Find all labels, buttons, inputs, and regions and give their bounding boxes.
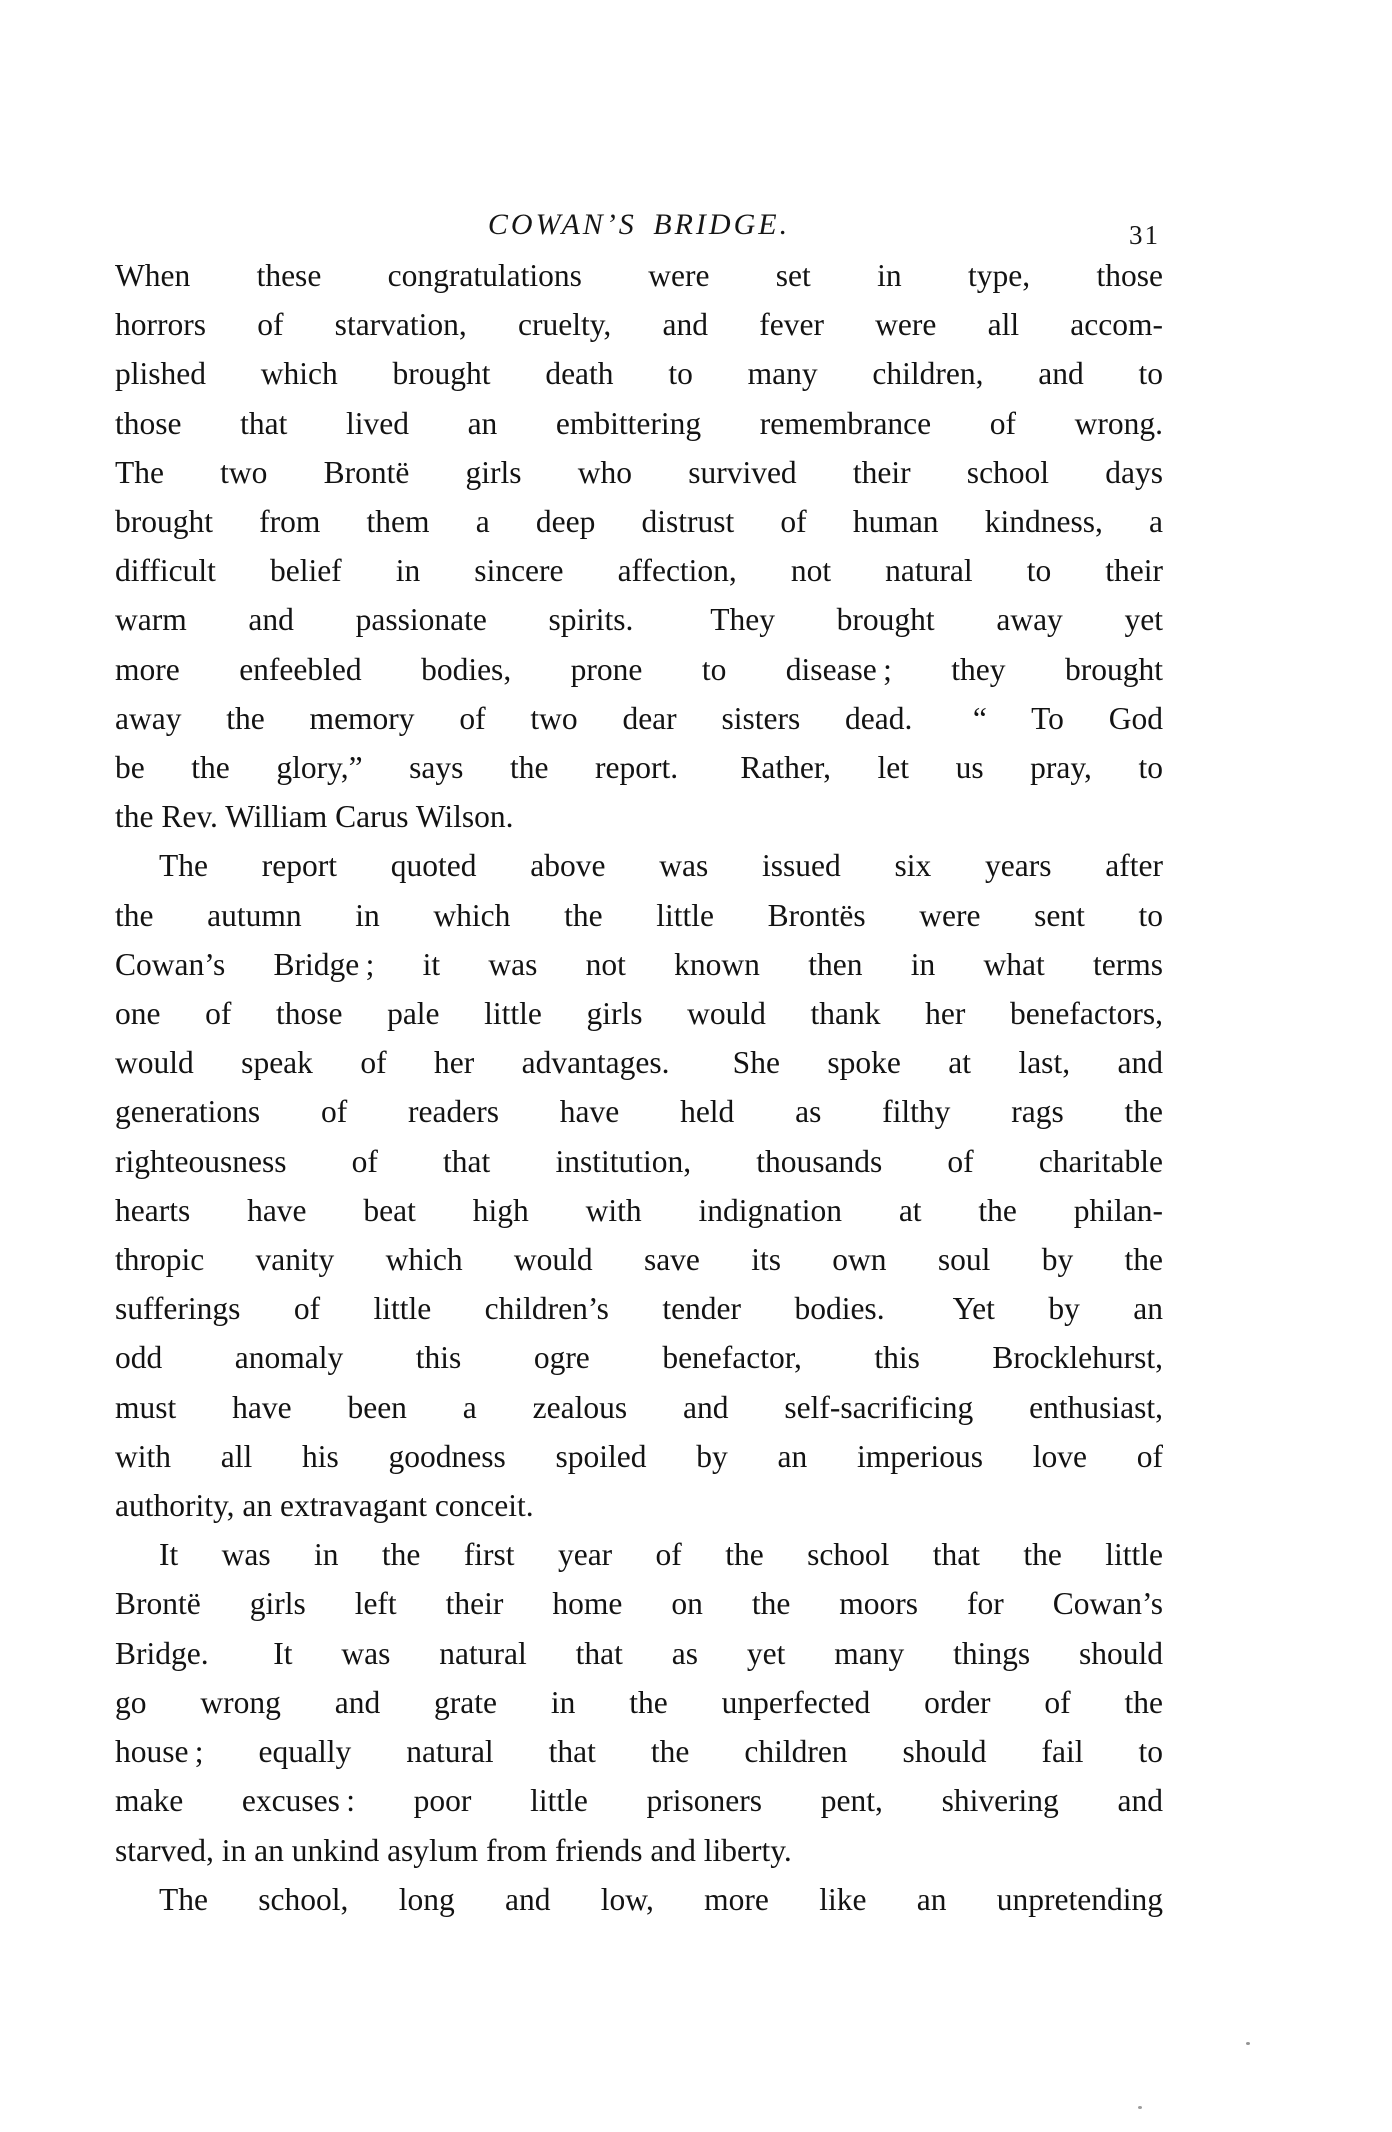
page-number: 31 [1129, 220, 1160, 250]
text-line: When these congratulations were set in type, those [115, 258, 1163, 293]
running-header [115, 208, 1163, 252]
text-line: It was in the first year of the school that the little [159, 1537, 1163, 1573]
text-line: the autumn in which the little Brontës were sent to [115, 897, 1163, 933]
paragraph-2 [115, 841, 1163, 1530]
paragraph-4 [115, 1875, 1163, 1924]
text-line: horrors of starvation, cruelty, and fever were all accom- [115, 307, 1163, 343]
text-line: generations of readers have held as filthy rags the [115, 1094, 1163, 1130]
text-line: be the glory,” says the report. Rather, let us pray, to [115, 750, 1163, 786]
scan-artifact-dot [1138, 2106, 1142, 2109]
text-line: Bridge. It was natural that as yet many things should [115, 1635, 1163, 1671]
text-line: with all his goodness spoiled by an imperious love of [115, 1438, 1163, 1474]
text-line: starved, in an unkind asylum from friends and liberty. [115, 1832, 792, 1868]
text-line: sufferings of little children’s tender bodies. Yet by an [115, 1291, 1163, 1327]
text-line: must have been a zealous and self-sacrificing enthusiast, [115, 1389, 1163, 1425]
page-title: COWAN’S BRIDGE. [487, 208, 791, 241]
text-line: righteousness of that institution, thousands of charitable [115, 1143, 1163, 1179]
text-line: go wrong and grate in the unperfected order of the [115, 1684, 1163, 1720]
paragraph-1 [115, 251, 1163, 841]
paragraph-3 [115, 1530, 1163, 1874]
text-line: Cowan’s Bridge ; it was not known then in what terms [115, 946, 1163, 982]
text-line: authority, an extravagant conceit. [115, 1488, 534, 1524]
text-line: Brontë girls left their home on the moors for Cowan’s [115, 1586, 1163, 1622]
text-line: away the memory of two dear sisters dead. “ To God [115, 700, 1163, 736]
text-line: The report quoted above was issued six years after [159, 848, 1163, 884]
text-line: hearts have beat high with indignation at the philan- [115, 1192, 1163, 1228]
text-line: brought from them a deep distrust of human kindness, a [115, 504, 1163, 540]
text-line: one of those pale little girls would thank her benefactors, [115, 996, 1163, 1032]
body-text [115, 251, 1163, 1924]
text-line: would speak of her advantages. She spoke at last, and [115, 1045, 1163, 1081]
text-line: more enfeebled bodies, prone to disease ; they brought [115, 651, 1163, 687]
text-line: house ; equally natural that the children should fail to [115, 1734, 1163, 1770]
text-line: The school, long and low, more like an unpretending [159, 1881, 1163, 1917]
text-line: plished which brought death to many children, and to [115, 356, 1163, 392]
text-line: difficult belief in sincere affection, not natural to their [115, 553, 1163, 589]
text-line: The two Brontë girls who survived their school days [115, 454, 1163, 490]
text-line: thropic vanity which would save its own soul by the [115, 1242, 1163, 1278]
scan-artifact-dot [1246, 2042, 1250, 2045]
text-line: make excuses : poor little prisoners pent, shivering and [115, 1783, 1163, 1819]
text-line: odd anomaly this ogre benefactor, this Brocklehurst, [115, 1340, 1163, 1376]
text-line: those that lived an embittering remembrance of wrong. [115, 405, 1163, 441]
text-line: warm and passionate spirits. They brought away yet [115, 602, 1163, 638]
text-line: the Rev. William Carus Wilson. [115, 799, 514, 835]
